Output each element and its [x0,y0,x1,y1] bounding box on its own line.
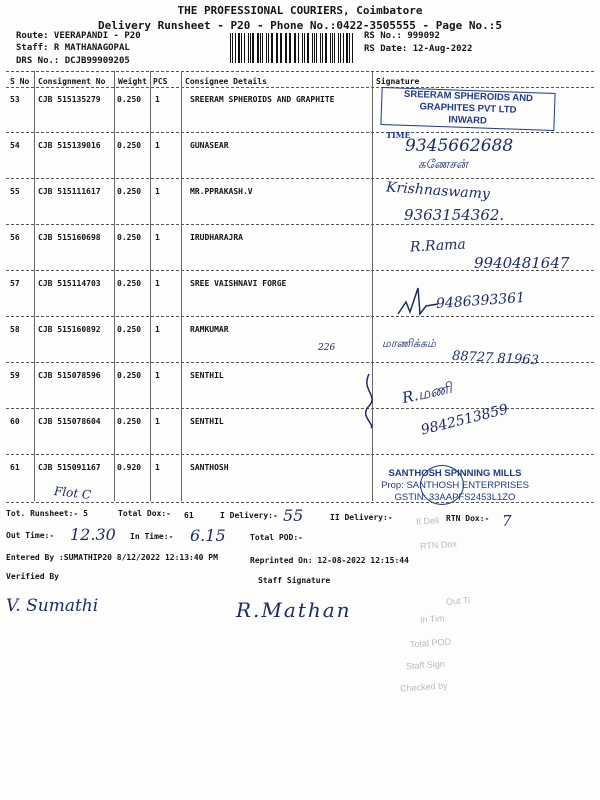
barcode-bar [271,33,273,63]
handwritten-name: மாணிக்கம் [382,337,436,350]
row-divider [6,178,594,179]
col-pcs: PCS [153,77,168,86]
barcode-bar [316,33,317,63]
handwritten-signature: R.மணி [400,378,454,408]
col-divider [114,71,115,501]
barcode-bar [346,33,348,63]
handwritten-mark [355,370,385,430]
barcode-bar [352,33,353,63]
handwritten-phone: 88727 81963 [451,348,540,369]
row-consignment: CJB 515135279 [38,95,101,104]
stamp-circle [420,465,464,505]
row-consignment: CJB 515091167 [38,463,101,472]
barcode-bar [252,33,253,63]
total-dox-label: Total Dox:- [118,509,171,518]
document-title: THE PROFESSIONAL COURIERS, Coimbatore [177,4,423,17]
total-dox: 61 [184,511,194,520]
barcode-bar [276,33,277,63]
entered-by: Entered By :SUMATHIP20 8/12/2022 12:13:40 PM [6,553,218,562]
ii-delivery-label: II Delivery:- [330,513,393,522]
barcode-bar [244,33,245,63]
stamp-line: INWARD [448,114,488,127]
row-weight: 0.250 [117,141,142,150]
row-pcs: 1 [155,233,160,242]
col-consignment: Consignment No [38,77,106,86]
barcode-bar [262,33,263,63]
reprinted-on: Reprinted On: 12-08-2022 12:15:44 [250,556,409,565]
col-divider [34,71,35,501]
col-divider [181,71,182,501]
table-header-rule [6,87,594,88]
row-weight: 0.250 [117,279,142,288]
stamp-line: SREERAM SPHEROIDS AND [403,88,534,105]
barcode-bar [304,33,305,63]
row-consignee: MR.PPRAKASH.V [190,187,253,196]
handwritten-phone: 9940481647 [474,254,570,272]
row-consignment: CJB 515139016 [38,141,101,150]
barcode-bar [241,33,242,63]
handwritten-phone: 9345662688 [405,136,514,156]
bleed-through-text: II Deli [415,515,440,527]
barcode-bar [338,33,339,63]
row-pcs: 1 [155,141,160,150]
row-consignee: SANTHOSH [190,463,229,472]
row-consignee: RAMKUMAR [190,325,229,334]
barcode-bar [268,33,269,63]
row-pcs: 1 [155,279,160,288]
handwritten-name: கணேசன் [418,157,468,171]
out-time-label: Out Time:- [6,531,55,540]
verified-signature: V. Sumathi [6,596,99,616]
row-sno: 61 [10,463,20,472]
row-pcs: 1 [155,325,160,334]
col-signature: Signature [376,77,420,86]
barcode-bar [257,33,259,63]
stamp-time-label: TIME [386,130,411,140]
row-sno: 54 [10,141,20,150]
barcode-bar [250,33,251,63]
barcode-bar [289,33,291,63]
handwritten-phone: 9486393361 [435,289,526,313]
barcode-bar [307,33,309,63]
verified-by: Verified By [6,572,59,581]
out-time: 12.30 [70,525,116,544]
row-consignment: CJB 515160892 [38,325,101,334]
row-sno: 55 [10,187,20,196]
col-divider [372,71,373,501]
staff-signature-label: Staff Signature [258,576,331,585]
row-weight: 0.250 [117,233,142,242]
bleed-through-text: Out Ti [445,595,471,607]
barcode-bar [330,33,331,63]
col-consignee: Consignee Details [185,77,267,86]
row-weight: 0.250 [117,187,142,196]
barcode-bar [235,33,236,63]
rtn-dox: 7 [502,512,512,530]
col-sno: S No [10,77,30,86]
row-weight: 0.920 [117,463,142,472]
row-consignment: CJB 515111617 [38,187,101,196]
row-consignment: CJB 515078596 [38,371,101,380]
row-weight: 0.250 [117,371,142,380]
rs-number: RS No.: 999092 [364,31,440,41]
sreeram-stamp [380,87,555,131]
barcode-bar [266,33,267,63]
row-divider [6,224,594,225]
row-consignee: SREE VAISHNAVI FORGE [190,279,287,288]
rtn-dox-label: RTN Dox:- [446,514,490,523]
row-pcs: 1 [155,187,160,196]
i-delivery: 55 [283,506,304,525]
row-pcs: 1 [155,463,160,472]
handwritten-phone: 9363154362. [404,206,505,224]
barcode-bar [320,33,321,63]
barcode [230,33,356,63]
barcode-bar [343,33,344,63]
handwritten-signature: Krishnaswamy [385,179,491,203]
row-sno: 57 [10,279,20,288]
row-sno: 53 [10,95,20,104]
barcode-bar [312,33,313,63]
row-weight: 0.250 [117,325,142,334]
barcode-bar [294,33,295,63]
route: Route: VEERAPANDI - P20 [16,31,141,41]
row-pcs: 1 [155,371,160,380]
barcode-bar [349,33,350,63]
row-pcs: 1 [155,417,160,426]
row-consignment: CJB 515078604 [38,417,101,426]
table-bottom-rule [6,502,594,503]
barcode-bar [248,33,249,63]
col-divider [150,71,151,501]
row-weight: 0.250 [117,95,142,104]
bleed-through-text: RTN Dox [419,538,458,552]
col-weight: Weight [118,77,147,86]
barcode-bar [332,33,333,63]
barcode-bar [334,33,335,63]
handwritten-number: 226 [318,343,336,353]
row-consignee: SENTHIL [190,417,224,426]
barcode-bar [232,33,233,63]
document-subtitle: Delivery Runsheet - P20 - Phone No.:0422-3505555 - Page No.:5 [98,19,502,32]
barcode-bar [302,33,303,63]
total-pod-label: Total POD:- [250,533,303,542]
table-top-rule [6,71,594,72]
stamp-line: GRAPHITES PVT LTD [419,101,517,116]
barcode-bar [325,33,327,63]
barcode-bar [280,33,281,63]
barcode-bar [340,33,341,63]
stamp-line: Prop: SANTHOSH ENTERPRISES [381,480,529,491]
row-sno: 60 [10,417,20,426]
bleed-through-text: Checked by [399,680,448,694]
barcode-bar [238,33,240,63]
handwritten-note: Flot C [53,484,92,502]
row-divider [6,132,594,133]
tot-runsheet: Tot. Runsheet:- 5 [6,509,88,518]
handwritten-phone: 9842513859 [419,401,510,439]
stamp-line: SANTHOSH SPINNING MILLS [388,468,522,479]
barcode-bar [322,33,323,63]
stamp-line: GSTIN: 33AAPFS2453L1ZO [394,492,516,503]
row-sno: 58 [10,325,20,334]
row-consignment: CJB 515160698 [38,233,101,242]
row-consignment: CJB 515114703 [38,279,101,288]
drs-number: DRS No.: DCJB99909205 [16,56,130,66]
row-weight: 0.250 [117,417,142,426]
barcode-bar [314,33,315,63]
handwritten-signature: R.Rama [409,236,467,256]
row-pcs: 1 [155,95,160,104]
barcode-bar [277,33,278,63]
staff: Staff: R MATHANAGOPAL [16,43,130,53]
row-divider [6,454,594,455]
barcode-bar [285,33,286,63]
row-divider [6,316,594,317]
barcode-bar [298,33,299,63]
row-sno: 56 [10,233,20,242]
in-time-label: In Time:- [130,532,174,541]
row-consignee: IRUDHARAJRA [190,233,243,242]
barcode-bar [260,33,261,63]
row-sno: 59 [10,371,20,380]
i-delivery-label: I Delivery:- [220,511,278,520]
bleed-through-text: Staff Sign [405,658,446,672]
barcode-bar [230,33,231,63]
staff-signature: R.Mathan [236,598,352,622]
in-time: 6.15 [190,526,226,545]
rs-date: RS Date: 12-Aug-2022 [364,44,473,54]
bleed-through-text: In Tim [419,613,445,625]
row-consignee: GUNASEAR [190,141,229,150]
row-consignee: SREERAM SPHEROIDS AND GRAPHITE [190,95,335,104]
barcode-bar [286,33,287,63]
row-consignee: SENTHIL [190,371,224,380]
barcode-bar [295,33,296,63]
bleed-through-text: Total POD [409,636,452,650]
